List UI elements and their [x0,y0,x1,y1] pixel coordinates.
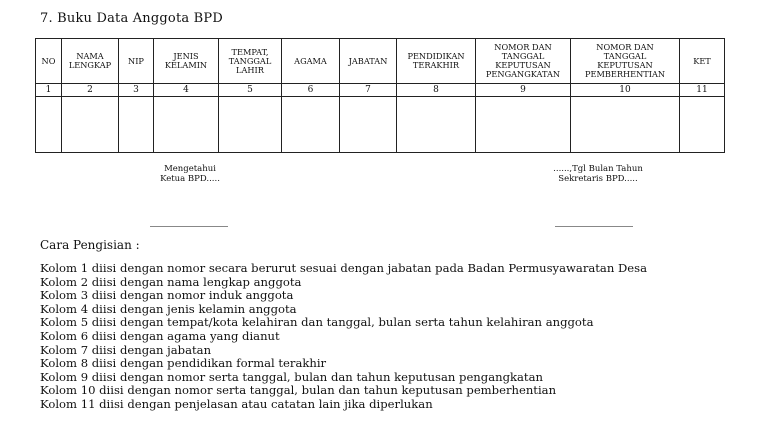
column-number: 6 [282,84,340,97]
column-header-line: TANGGAL [501,51,545,61]
column-number: 5 [219,84,282,97]
instructions-heading: Cara Pengisian : [40,238,140,252]
column-header-line: NOMOR DAN [494,42,552,52]
column-header [397,39,476,84]
column-header-line: TERAKHIR [412,60,460,70]
column-header-line: PENGANGKATAN [485,69,561,79]
secretary-label: Sekretaris BPD..... [558,174,638,184]
column-header-line: TANGGAL [603,51,647,61]
column-number: 2 [62,84,119,97]
instruction-item: Kolom 7 diisi dengan jabatan [40,342,212,357]
empty-cell [219,97,282,153]
column-number: 11 [680,84,725,97]
column-header [119,39,154,84]
instruction-item: Kolom 2 diisi dengan nama lengkap anggota [40,274,302,289]
column-header-line: TEMPAT, [231,46,269,57]
column-number: 10 [571,84,680,97]
instruction-item: Kolom 4 diisi dengan jenis kelamin anggota [40,301,297,316]
signature-line-right [555,226,633,227]
acknowledge-label: Mengetahui [164,164,216,174]
empty-cell [36,97,62,153]
column-header-line: JENIS [173,51,199,61]
empty-cell [282,97,340,153]
column-header-line: KELAMIN [164,60,208,70]
column-number: 8 [397,84,476,97]
instruction-item: Kolom 11 diisi dengan penjelasan atau catatan lain jika diperlukan [40,396,433,411]
column-header [680,39,725,84]
signature-block-right [528,164,668,184]
column-number: 7 [340,84,397,97]
instruction-item: Kolom 10 diisi dengan nomor serta tanggal, bulan dan tahun keputusan pemberhentian [40,383,557,398]
instructions-list [40,262,647,412]
column-header-line: KEPUTUSAN [495,60,551,70]
empty-cell [340,97,397,153]
signature-line-left [150,226,228,227]
column-header-line: TANGGAL [228,55,272,66]
chairman-label: Ketua BPD..... [160,174,220,184]
empty-cell [119,97,154,153]
column-header-line: NIP [128,55,144,66]
column-header-line: PENDIDIKAN [407,51,465,61]
column-number: 3 [119,84,154,97]
column-header-line: LENGKAP [68,60,112,70]
column-header-line: JABATAN [348,55,388,66]
document-title: 7. Buku Data Anggota BPD [40,11,223,26]
column-header-line: PEMBERHENTIAN [584,69,666,79]
column-header-line: AGAMA [294,55,327,66]
column-header [282,39,340,84]
column-header-line: KET [693,55,711,66]
column-header [36,39,62,84]
column-header-line: NOMOR DAN [596,42,654,52]
date-label: ......,Tgl Bulan Tahun [553,164,643,174]
signature-block-left [130,164,250,184]
column-header [219,39,282,84]
instruction-item: Kolom 1 diisi dengan nomor secara berurut sesuai dengan jabatan pada Badan Permusyawaratan Desa [40,261,648,275]
column-number: 9 [476,84,571,97]
empty-cell [476,97,571,153]
column-header-line: NO [41,55,56,66]
column-header-line: NAMA [76,51,104,61]
empty-data-row [36,97,725,153]
column-header [62,39,119,84]
instruction-item: Kolom 6 diisi dengan agama yang dianut [40,328,280,343]
column-header [154,39,219,84]
empty-cell [397,97,476,153]
column-header [476,39,571,84]
member-data-table [35,38,725,153]
empty-cell [62,97,119,153]
column-header [340,39,397,84]
instruction-item: Kolom 3 diisi dengan nomor induk anggota [40,288,294,303]
header-row [36,39,725,84]
empty-cell [680,97,725,153]
instruction-item: Kolom 8 diisi dengan pendidikan formal terakhir [40,356,327,371]
column-header-line: KEPUTUSAN [597,60,653,70]
instruction-item: Kolom 5 diisi dengan tempat/kota kelahiran dan tanggal, bulan serta tahun kelahiran anggota [40,315,594,330]
column-header [571,39,680,84]
column-number-row [36,84,725,97]
instruction-item: Kolom 9 diisi dengan nomor serta tanggal, bulan dan tahun keputusan pengangkatan [40,369,543,384]
empty-cell [154,97,219,153]
empty-cell [571,97,680,153]
column-number: 1 [36,84,62,97]
column-number: 4 [154,84,219,97]
column-header-line: LAHIR [236,64,264,75]
